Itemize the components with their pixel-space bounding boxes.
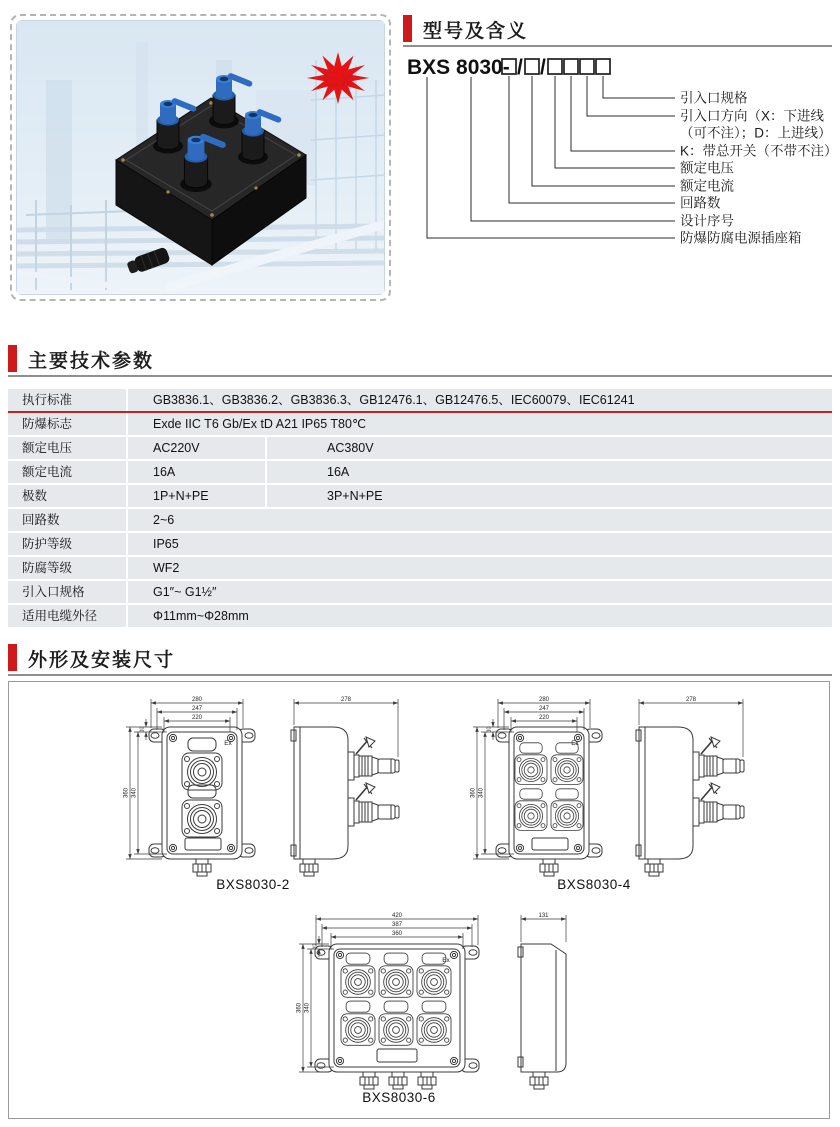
section-underline xyxy=(8,375,832,377)
model-label: 设计序号 xyxy=(680,213,734,229)
dim-label: 247 xyxy=(538,705,550,712)
separator-slash: / xyxy=(517,56,523,79)
dim-label: 10 xyxy=(312,943,319,950)
dimension-drawings-panel xyxy=(8,681,830,1119)
table-row xyxy=(8,509,832,531)
separator-slash: / xyxy=(540,56,546,79)
dim-label: 280 xyxy=(191,696,203,703)
section-title: 外形及安装尺寸 xyxy=(28,650,176,671)
bxs8030-4-drawing xyxy=(471,697,745,892)
dim-label: 340 xyxy=(478,787,485,799)
drawing-title: BXS8030-2 xyxy=(216,877,290,892)
param-label: 防护等级 xyxy=(8,533,126,555)
drawing-title: BXS8030-4 xyxy=(557,877,631,892)
red-bar-icon xyxy=(8,345,17,372)
param-value: AC380V xyxy=(267,437,832,459)
table-row xyxy=(8,413,832,435)
dim-label: 131 xyxy=(538,912,549,919)
dim-label: 420 xyxy=(391,912,403,919)
param-value: IP65 xyxy=(128,533,832,555)
model-label: 引入口方向（X：下进线 xyxy=(680,108,825,124)
model-code: BXS 8030- xyxy=(407,56,510,79)
param-label: 执行标准 xyxy=(8,389,126,411)
dim-label: 360 xyxy=(391,930,403,937)
param-label: 极数 xyxy=(8,485,126,507)
bxs8030-2-drawing xyxy=(124,697,400,892)
dim-label: 387 xyxy=(391,921,403,928)
table-row xyxy=(8,437,832,459)
drawing-title: BXS8030-6 xyxy=(362,1090,436,1105)
param-value: Exde IIC T6 Gb/Ex tD A21 IP65 T80℃ xyxy=(128,413,832,435)
dim-label: 280 xyxy=(538,696,550,703)
param-value: AC220V xyxy=(128,437,265,459)
table-row xyxy=(8,533,832,555)
dim-label: 10 xyxy=(139,726,146,733)
drawings-section-header xyxy=(8,643,832,676)
param-label: 回路数 xyxy=(8,509,126,531)
param-label: 防腐等级 xyxy=(8,557,126,579)
dim-label: 360 xyxy=(296,1002,303,1014)
model-label: K：带总开关（不带不注） xyxy=(680,143,838,159)
model-nomenclature-diagram xyxy=(403,50,840,262)
model-label: 防爆防腐电源插座箱 xyxy=(680,230,802,246)
ex-mark: Ex xyxy=(442,957,450,964)
model-section-header xyxy=(403,14,832,47)
section-title: 型号及含义 xyxy=(423,21,529,42)
model-label: 额定电流 xyxy=(680,178,734,194)
table-row xyxy=(8,605,832,627)
table-row xyxy=(8,389,832,411)
dim-label: 278 xyxy=(685,696,697,703)
product-photo xyxy=(16,20,385,295)
dim-label: 220 xyxy=(191,714,203,721)
param-value: Φ11mm~Φ28mm xyxy=(128,605,832,627)
dim-label: 360 xyxy=(123,787,130,799)
ex-mark: Ex xyxy=(571,740,579,747)
param-label: 防爆标志 xyxy=(8,413,126,435)
table-row xyxy=(8,557,832,579)
dim-label: 247 xyxy=(191,705,203,712)
model-label: 引入口规格 xyxy=(680,90,748,106)
dim-label: 340 xyxy=(131,787,138,799)
product-photo-card xyxy=(10,14,391,301)
param-label: 额定电流 xyxy=(8,461,126,483)
param-value: 1P+N+PE xyxy=(128,485,265,507)
table-row xyxy=(8,485,832,507)
params-section-header xyxy=(8,344,832,377)
red-bar-icon xyxy=(8,644,17,671)
model-label: （可不注）；D：上进线） xyxy=(680,125,832,141)
param-label: 适用电缆外径 xyxy=(8,605,126,627)
param-value: G1″~ G1½″ xyxy=(128,581,832,603)
dim-label: 340 xyxy=(304,1002,311,1014)
model-label: 回路数 xyxy=(680,195,721,211)
dim-label: 220 xyxy=(538,714,550,721)
param-label: 额定电压 xyxy=(8,437,126,459)
param-value: WF2 xyxy=(128,557,832,579)
red-bar-icon xyxy=(403,15,412,42)
ex-logo-text: Ex xyxy=(322,66,354,91)
section-underline xyxy=(8,674,832,676)
model-label: 额定电压 xyxy=(680,160,734,176)
table-row xyxy=(8,581,832,603)
ex-mark: Ex xyxy=(224,740,232,747)
dim-label: 10 xyxy=(486,726,493,733)
section-underline xyxy=(403,45,832,47)
table-row xyxy=(8,461,832,483)
param-value: 3P+N+PE xyxy=(267,485,832,507)
param-label: 引入口规格 xyxy=(8,581,126,603)
param-value: 16A xyxy=(267,461,832,483)
dim-label: 360 xyxy=(470,787,477,799)
section-title: 主要技术参数 xyxy=(28,351,155,372)
dimension-drawings xyxy=(9,682,829,1118)
param-value: 16A xyxy=(128,461,265,483)
dim-label: 278 xyxy=(340,696,352,703)
bxs8030-6-drawing xyxy=(297,913,567,1105)
params-table xyxy=(8,389,832,629)
param-value: GB3836.1、GB3836.2、GB3836.3、GB12476.1、GB12476.5、IEC60079、IEC61241 xyxy=(128,389,832,411)
param-value: 2~6 xyxy=(128,509,832,531)
callout-lines xyxy=(427,76,675,238)
